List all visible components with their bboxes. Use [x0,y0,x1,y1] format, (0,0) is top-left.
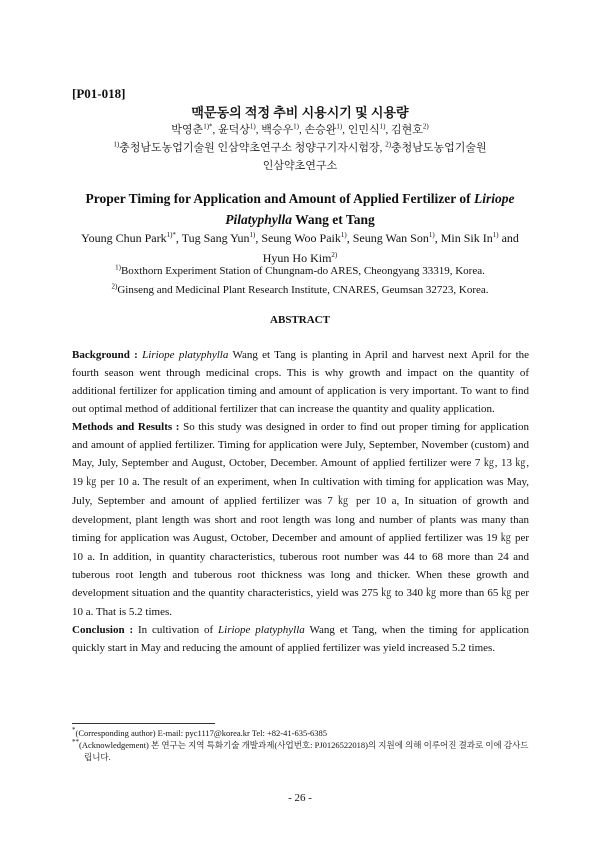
korean-authors: 박영춘$^{1)*}$, 윤덕상$^{1)}$, 백승우$^{1)}$, 손승완$^{1)}$, 인민식$^{1)}$, 김현호$^{2)}$ [171,122,429,136]
background-paragraph: Background : Liriope platyphylla Wang et Tang is planting in April and harvest next April for the fourth season went through medicinal crops. This is why growth and impact on the quantity of additional fertilizer for application timing and amount of application is very important. To want to find out optimal method of additional fertilizer that can increase the quantity and quality application. [72,349,530,415]
english-title: Proper Timing for Application and Amount of Applied Fertilizer of Liriope Pilatyphylla Wang et Tang [85,191,515,227]
author: Min Sik In [440,231,493,245]
methods-paragraph: Methods and Results : So this study was designed in order to find out proper timing for application and amount of applied fertilizer. Timing for application were July, September, November (custom) and May, July, September and August, October, December. Amount of applied fertilizer were 7 ㎏, 13 ㎏, 19 ㎏ per 10 a. The result of an experiment, when In cultivation with timing for application was May, July, September and amount of applied fertilizer was 7 ㎏ per 10 a, In situation of growth and development, plant length was short and root length was long and number of plants was many than timing for application was August, October, December and amount of applied fertilizer was 19 ㎏ per 10 a. In addition, in quantity characteristics, tuberous root number was 44 to 68 more than 24 and tuberous root length and tuberous root thickness was long and thicker. When these growth and development situation and the quantity characteristics, yield was 275 ㎏ to 340 ㎏ more than 65 ㎏ per 10 a. That is 5.2 times. [72,421,530,618]
abstract-body [72,346,529,657]
footnote-acknowledgement: **(Acknowledgement) 본 연구는 지역 특화기술 개발과제(사업번호: PJ0126522018)의 지원에 의해 이루어진 결과로 이에 감사드립니다. [72,738,529,762]
korean-title: 맥문동의 적정 추비 시용시기 및 시용량 [191,105,409,120]
abstract-code: [P01-018] [72,86,126,101]
english-affiliations: $^{1)}$Boxthorn Experiment Station of Chungnam-do ARES, Cheongyang 33319, Korea. $^{2)}$Ginseng and Medicinal Plant Research Institute, CNARES, Geumsan 32723, Korea. [111,263,489,296]
author: Seung Wan Son [352,231,429,245]
author: 인민식 [347,124,380,136]
author: Young Chun Park [81,231,167,245]
conclusion-paragraph: Conclusion : In cultivation of Liriope platyphylla Wang et Tang, when the timing for application quickly start in May and reducing the amount of applied fertilizer was yield increased 5.2 times. [72,624,530,654]
methods-label: Methods and Results : [72,421,180,433]
author: Seung Woo Paik [261,231,341,245]
footnote-corresponding: *(Corresponding author) E-mail: pyc1117@korea.kr Tel: +82-41-635-6385 [72,726,328,738]
page-number: - 26 - [288,792,312,804]
author: Hyun Ho Kim [262,251,332,265]
english-authors: Young Chun Park$^{1)*}$, Tug Sang Yun$^{1)}$, Seung Woo Paik$^{1)}$, Seung Wan Son$^{1)}$, Min Sik In$^{1)}$ and Hyun Ho Kim$^{2)}$ [81,231,519,265]
author: 백승우 [261,124,294,136]
author: 손승완 [304,124,337,136]
footnotes [72,727,532,763]
author: 김현호 [390,124,423,136]
background-label: Background : [72,349,138,361]
author: Tug Sang Yun [181,231,250,245]
korean-affiliations: $^{1)}$충청남도농업기술원 인삼약초연구소 청양구기자시험장, $^{2)}$충청남도농업기술원 인삼약초연구소 [113,140,487,172]
author: 윤덕상 [218,124,250,136]
conclusion-label: Conclusion : [72,624,134,636]
author: 박영춘 [171,124,204,136]
footnote-divider [72,723,215,724]
abstract-heading: ABSTRACT [270,314,330,326]
